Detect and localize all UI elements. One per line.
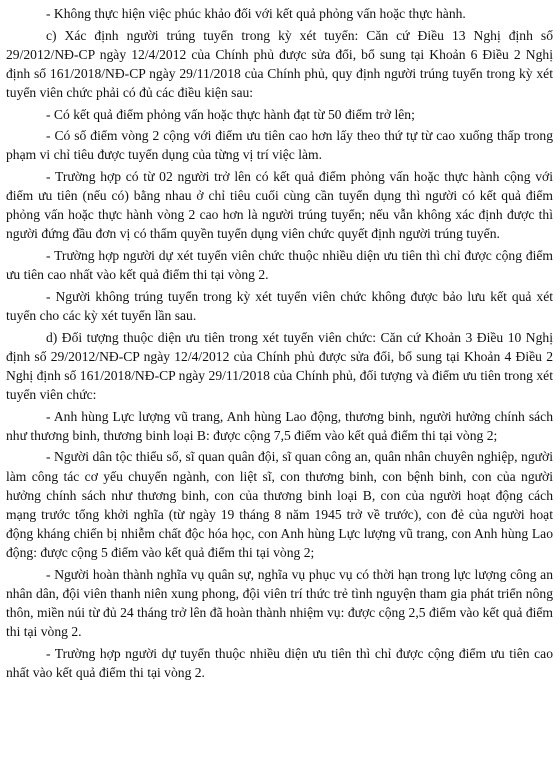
paragraph-priority-7-5: - Anh hùng Lực lượng vũ trang, Anh hùng Lao động, thương binh, người hưởng chính sách như thương binh, thương binh loại B: được cộng 7,5 điểm vào kết quả điểm thi tại vòng 2; xyxy=(6,408,553,443)
paragraph-no-review: - Không thực hiện việc phúc khảo đối với kết quả phỏng vấn hoặc thực hành. xyxy=(46,6,466,21)
paragraph-no-reservation: - Người không trúng tuyển trong kỳ xét tuyển viên chức không được bảo lưu kết quả xét tuyển cho các kỳ xét tuyển lần sau. xyxy=(6,288,553,323)
paragraph-priority-5: - Người dân tộc thiểu số, sĩ quan quân đội, sĩ quan công an, quân nhân chuyên nghiệp, người làm công tác cơ yếu chuyển ngành, con liệt sĩ, con thương binh, con bệnh binh, con của người hưởng chính sách như thương binh, con của thương binh loại B, con của người hoạt động cách mạng trước tổng khởi nghĩa (từ ngày 19 tháng 8 năm 1945 trở về trước), con đẻ của người hoạt động kháng chiến bị nhiễm chất độc hóa học, con Anh hùng Lực lượng vũ trang, con Anh hùng Lao động: được cộng 5 điểm vào kết quả điểm thi tại vòng 2; xyxy=(6,449,553,560)
paragraph-section-c: c) Xác định người trúng tuyển trong kỳ xét tuyển: Căn cứ Điều 13 Nghị định số 29/2012/NĐ-CP ngày 12/4/2012 của Chính phủ được sửa đổi, bổ sung tại Khoản 6 Điều 2 Nghị định số 161/2018/NĐ-CP ngày 29/11/2018 của Chính phủ, quy định người trúng tuyển trong kỳ xét tuyển viên chức phải có đủ các điều kiện sau: xyxy=(6,27,553,100)
paragraph-condition-ranking: - Có số điểm vòng 2 cộng với điểm ưu tiên cao hơn lấy theo thứ tự từ cao xuống thấp trong phạm vi chỉ tiêu được tuyển dụng của từng vị trí việc làm. xyxy=(6,128,553,163)
paragraph-tie-break: - Trường hợp có từ 02 người trở lên có kết quả điểm phỏng vấn hoặc thực hành cộng với điểm ưu tiên (nếu có) bằng nhau ở chỉ tiêu cuối cùng cần tuyển dụng thì người có kết quả điểm phỏng vấn hoặc thực hành vòng 2 cao hơn là người trúng tuyển; nếu vẫn không xác định được thì người đứng đầu đơn vị có thẩm quyền tuyển dụng viên chức quyết định người trúng tuyển. xyxy=(6,169,553,242)
paragraph-highest-priority: - Trường hợp người dự tuyển thuộc nhiều diện ưu tiên thì chỉ được cộng điểm ưu tiên cao nhất vào kết quả điểm thi tại vòng 2. xyxy=(6,645,553,680)
paragraph-section-d: d) Đối tượng thuộc diện ưu tiên trong xét tuyển viên chức: Căn cứ Khoản 3 Điều 10 Nghị định số 29/2012/NĐ-CP ngày 12/4/2012 của Chính phủ được sửa đổi, bổ sung tại Khoản 4 Điều 2 Nghị định số 161/2018/NĐ-CP ngày 29/11/2018 của Chính phủ, đối tượng và điểm ưu tiên trong xét tuyển viên chức: xyxy=(6,329,553,402)
paragraph-priority-2-5: - Người hoàn thành nghĩa vụ quân sự, nghĩa vụ phục vụ có thời hạn trong lực lượng công an nhân dân, đội viên thanh niên xung phong, đội viên trí thức trẻ tình nguyện tham gia phát triển nông thôn, miền núi từ đủ 24 tháng trở lên đã hoàn thành nhiệm vụ: được cộng 2,5 điểm vào kết quả điểm thi tại vòng 2. xyxy=(6,566,553,639)
paragraph-multiple-priority: - Trường hợp người dự xét tuyển viên chức thuộc nhiều diện ưu tiên thì chỉ được cộng điểm ưu tiên cao nhất vào kết quả điểm thi tại vòng 2. xyxy=(6,248,553,283)
paragraph-condition-score: - Có kết quả điểm phỏng vấn hoặc thực hành đạt từ 50 điểm trở lên; xyxy=(46,106,415,122)
